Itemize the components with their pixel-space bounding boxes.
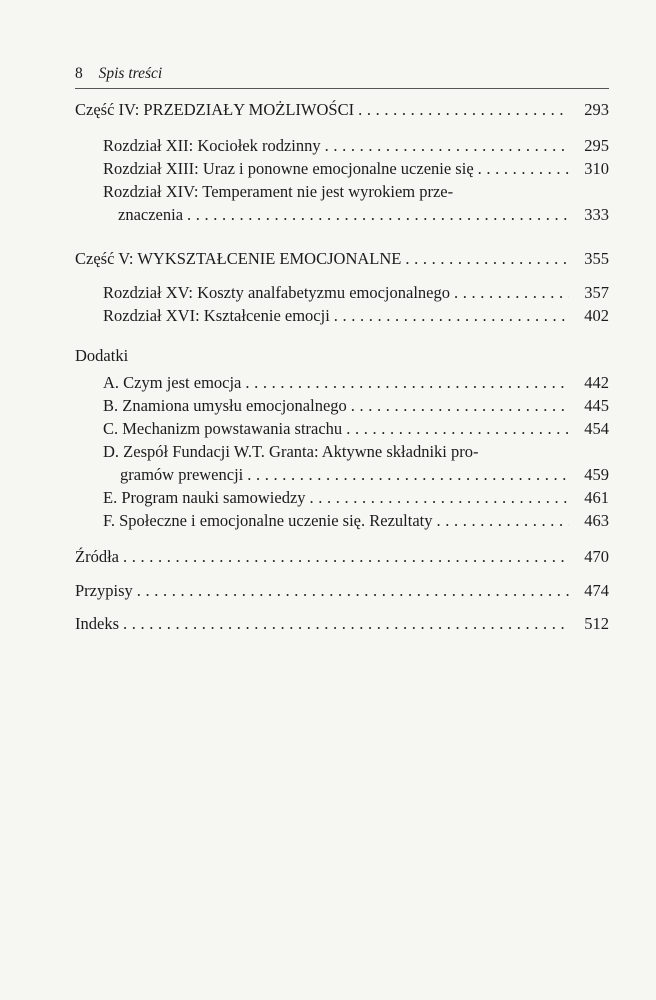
toc-page: 512 [584, 614, 609, 633]
toc-entry-appendix-d [120, 464, 609, 485]
dot-leader [247, 464, 569, 485]
toc-label: Rozdział XIII: Uraz i ponowne emocjonalne uczenie się [103, 159, 474, 178]
dot-leader [334, 305, 569, 326]
dot-leader [325, 135, 569, 156]
toc-page: 470 [584, 547, 609, 566]
dot-leader [478, 158, 569, 179]
toc-entry-chapter-14 [118, 204, 609, 225]
toc-label: znaczenia [118, 205, 184, 224]
toc-label: C. Mechanizm powstawania strachu [103, 419, 343, 438]
toc-page: 474 [584, 581, 609, 600]
toc-entry-appendix-d-line-1: D. Zespół Fundacji W.T. Granta: Aktywne składniki pro- [103, 442, 479, 461]
toc-entry-chapter-12 [103, 135, 609, 156]
toc-page: 355 [584, 249, 609, 268]
toc-label: Rozdział XII: Kociołek rodzinny [103, 136, 321, 155]
toc-page: 295 [584, 136, 609, 155]
toc-page: 463 [584, 511, 609, 530]
toc-label: F. Społeczne i emocjonalne uczenie się. Rezultaty [103, 511, 433, 530]
toc-label: Część V: WYKSZTAŁCENIE EMOCJONALNE [75, 249, 402, 268]
toc-page: 310 [584, 159, 609, 178]
toc-label: Źródła [75, 547, 119, 566]
toc-page: 454 [584, 419, 609, 438]
toc-entry-part-4 [75, 99, 609, 120]
toc-entry-chapter-15 [103, 282, 609, 303]
dot-leader [436, 510, 569, 531]
toc-entry-appendix-f [103, 510, 609, 531]
page-number: 8 [75, 65, 83, 82]
dot-leader [123, 613, 569, 634]
toc-label: Część IV: PRZEDZIAŁY MOŻLIWOŚCI [75, 100, 355, 119]
dot-leader [358, 99, 569, 120]
toc-entry-part-5 [75, 248, 609, 269]
toc-entry-appendix-a [103, 372, 609, 393]
toc-entry-chapter-13 [103, 158, 609, 179]
dot-leader [310, 487, 569, 508]
toc-label: Przypisy [75, 581, 133, 600]
dot-leader [346, 418, 569, 439]
toc-page: 293 [584, 100, 609, 119]
toc-entry-appendix-c [103, 418, 609, 439]
toc-entry-chapter-16 [103, 305, 609, 326]
toc-label: Rozdział XVI: Kształcenie emocji [103, 306, 330, 325]
running-title: Spis treści [98, 65, 163, 82]
toc-label: B. Znamiona umysłu emocjonalnego [103, 396, 347, 415]
appendices-heading: Dodatki [75, 346, 129, 365]
toc-entry-notes [75, 580, 609, 601]
toc-label: A. Czym jest emocja [103, 373, 242, 392]
dot-leader [351, 395, 569, 416]
toc-page: 445 [584, 396, 609, 415]
dot-leader [454, 282, 569, 303]
dot-leader [137, 580, 569, 601]
dot-leader [123, 546, 569, 567]
toc-page: 461 [584, 488, 609, 507]
toc-label: gramów prewencji [120, 465, 244, 484]
dot-leader [187, 204, 569, 225]
toc-label: E. Program nauki samowiedzy [103, 488, 306, 507]
dot-leader [245, 372, 569, 393]
toc-page: 333 [584, 205, 609, 224]
toc-entry-chapter-14-line-1: Rozdział XIV: Temperament nie jest wyrokiem prze- [103, 182, 454, 201]
toc-entry-sources [75, 546, 609, 567]
toc-entry-appendix-e [103, 487, 609, 508]
toc-entry-appendix-b [103, 395, 609, 416]
toc-entry-index [75, 613, 609, 634]
toc-label: Indeks [75, 614, 119, 633]
toc-page: 357 [584, 283, 609, 302]
dot-leader [405, 248, 569, 269]
toc-page: 442 [584, 373, 609, 392]
toc-page: 402 [584, 306, 609, 325]
running-header [75, 64, 609, 89]
toc-label: Rozdział XV: Koszty analfabetyzmu emocjonalnego [103, 283, 450, 302]
toc-page: 459 [584, 465, 609, 484]
